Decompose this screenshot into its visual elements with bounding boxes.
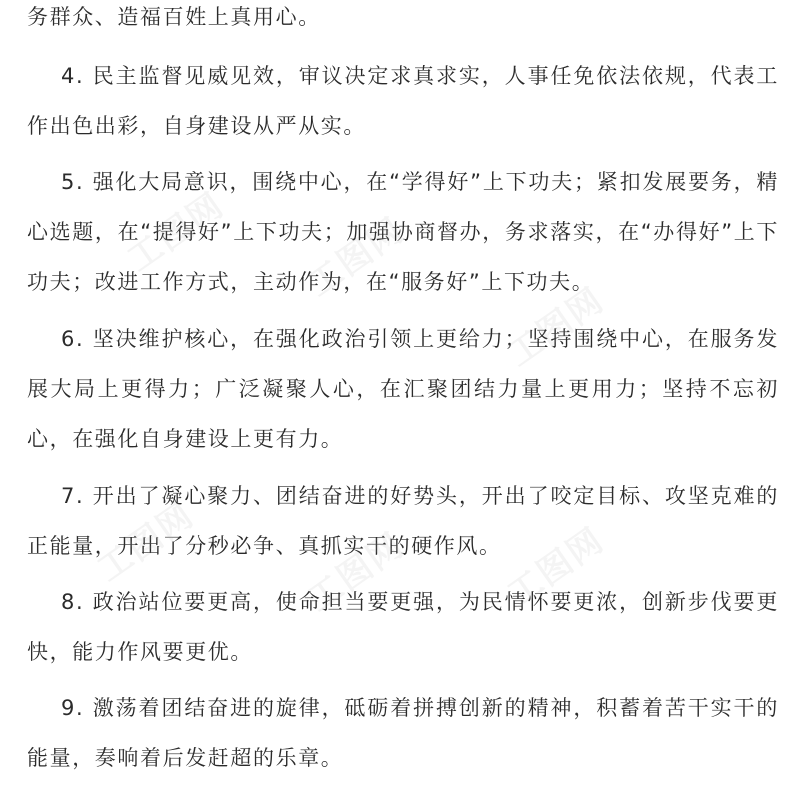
watermark-logo: 工图网 bbox=[300, 210, 412, 305]
paragraph-item-9: 9. 激荡着团结奋进的旋律，砥砺着拼搏创新的精神，积蓄着苦干实干的能量，奏响着后发赶超的乐章。 bbox=[27, 696, 779, 770]
watermark-logo: 工图网 bbox=[90, 495, 202, 590]
paragraph-item-8: 8. 政治站位要更高，使命担当要更强，为民情怀要更浓，创新步伐要更快，能力作风要更优。 bbox=[27, 590, 779, 664]
paragraph-item-6: 6. 坚决维护核心，在强化政治引领上更给力；坚持围绕中心，在服务发展大局上更得力；广泛凝聚人心，在汇聚团结力量上更用力；坚持不忘初心，在强化自身建设上更有力。 bbox=[27, 327, 779, 451]
paragraph-item-4: 4. 民主监督见威见效，审议决定求真求实，人事任免依法依规，代表工作出色出彩，自身建设从严从实。 bbox=[27, 64, 779, 138]
paragraph-item-7: 7. 开出了凝心聚力、团结奋进的好势头，开出了咬定目标、攻坚克难的正能量，开出了分秒必争、真抓实干的硬作风。 bbox=[27, 484, 779, 558]
watermark-logo: 工图网 bbox=[500, 280, 612, 375]
watermark-logo: 工图网 bbox=[500, 520, 612, 615]
watermark-logo: 工图网 bbox=[300, 525, 412, 620]
paragraph-continuation: 务群众、造福百姓上真用心。 bbox=[27, 5, 321, 29]
paragraph-item-5: 5. 强化大局意识，围绕中心，在“学得好”上下功夫；紧扣发展要务，精心选题，在“提得好”上下功夫；加强协商督办，务求落实，在“办得好”上下功夫；改进工作方式，主动作为，在“服务好”上下功夫。 bbox=[27, 170, 779, 294]
watermark-logo: 工图网 bbox=[120, 185, 232, 280]
